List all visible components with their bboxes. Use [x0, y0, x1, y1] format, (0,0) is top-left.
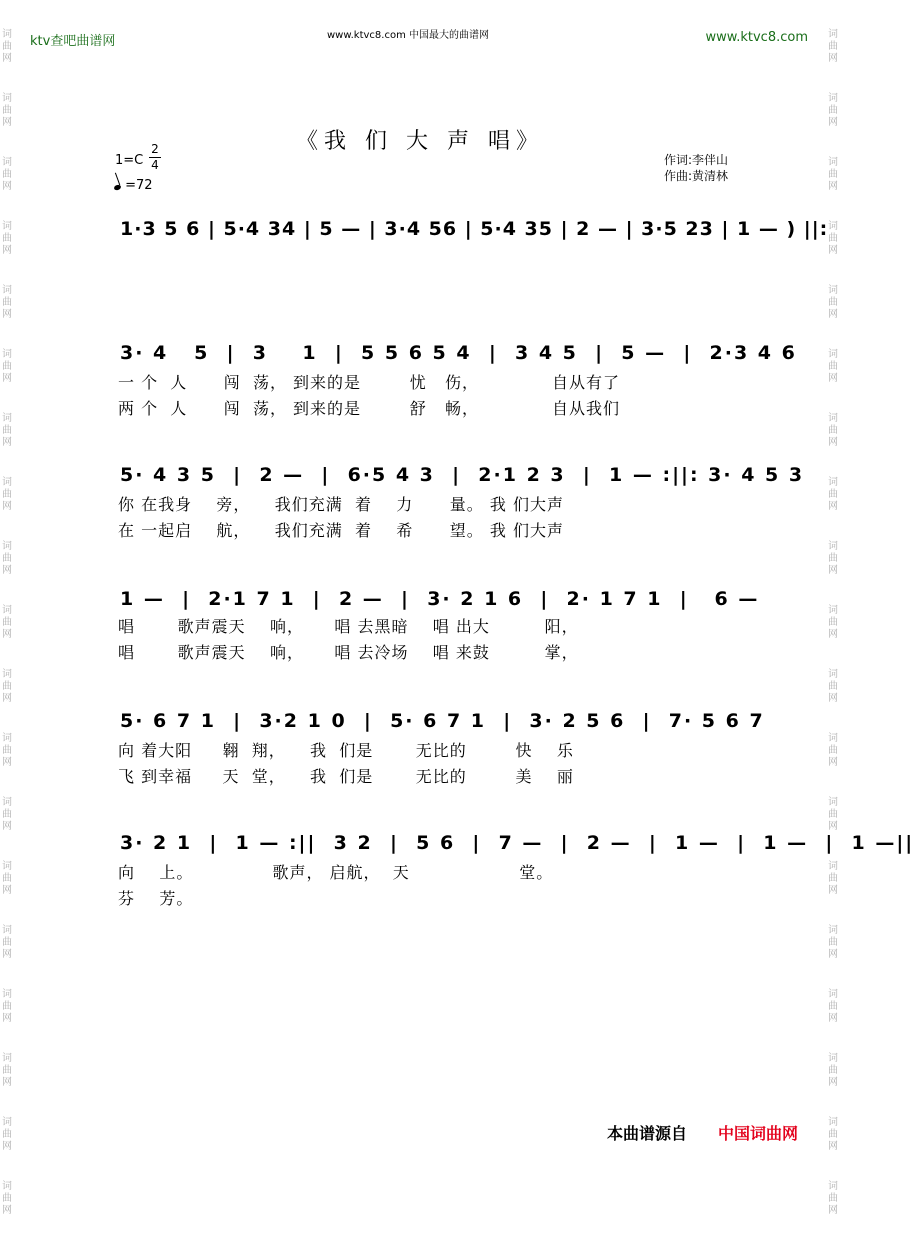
watermark-glyph: 曲: [828, 681, 838, 692]
watermark-glyph: 网: [828, 629, 838, 640]
watermark-gap: [0, 386, 14, 414]
watermark-glyph: 词: [828, 861, 838, 872]
watermark-glyph: 网: [828, 949, 838, 960]
watermark-glyph: 网: [2, 1141, 12, 1152]
watermark-glyph: 曲: [2, 873, 12, 884]
watermark-glyph: 词: [2, 1181, 12, 1192]
row-3-lyric-verse-2: 唱 歌声震天 响， 唱 去冷场 唱 来鼓 掌，: [118, 643, 579, 662]
watermark-glyph: 词: [2, 733, 12, 744]
watermark-glyph: 词: [2, 349, 12, 360]
row-5-lyric-verse-2: 芬 芳。: [118, 889, 194, 908]
watermark-glyph: 网: [828, 437, 838, 448]
row-4-lyric-verse-2: 飞 到幸福 天 堂， 我 们是 无比的 美 丽: [118, 767, 574, 786]
watermark-glyph: 网: [2, 885, 12, 896]
watermark-glyph: 词: [2, 861, 12, 872]
row-5-lyric-verse-1: 向 上。 歌声， 启航， 天 堂。: [118, 863, 554, 882]
watermark-glyph: 曲: [2, 1193, 12, 1204]
watermark-glyph: 词: [2, 93, 12, 104]
row-2-notes: 5· 4 3 5 | 2 — | 6·5 4 3 | 2·1 2 3 | 1 — :||: 3· 4 5 3: [120, 464, 805, 486]
watermark-glyph: 曲: [2, 489, 12, 500]
watermark-glyph: 网: [2, 373, 12, 384]
tempo-value: =72: [125, 178, 153, 193]
watermark-glyph: 曲: [828, 361, 838, 372]
row-1-lyric-verse-1: 一 个 人 闯 荡， 到来的是 忧 伤， 自从有了: [118, 373, 621, 392]
watermark-glyph: 词: [2, 1117, 12, 1128]
watermark-glyph: 网: [828, 309, 838, 320]
watermark-gap: [826, 386, 840, 414]
watermark-glyph: 词: [2, 925, 12, 936]
watermark-glyph: 词: [828, 1053, 838, 1064]
footer-source-label: 本曲谱源自: [607, 1124, 688, 1143]
watermark-glyph: 网: [2, 1013, 12, 1024]
row-4-notes: 5· 6 7 1 | 3·2 1 0 | 5· 6 7 1 | 3· 2 5 6 | 7· 5 6 7: [120, 710, 765, 732]
watermark-glyph: 曲: [2, 553, 12, 564]
watermark-glyph: 曲: [2, 745, 12, 756]
watermark-glyph: 网: [828, 1013, 838, 1024]
watermark-glyph: 网: [828, 1205, 838, 1216]
watermark-gap: [0, 834, 14, 862]
song-title: 《我 们 大 声 唱》: [296, 129, 544, 154]
right-watermark-strip: [826, 0, 840, 1216]
watermark-glyph: 网: [2, 437, 12, 448]
watermark-glyph: 网: [828, 501, 838, 512]
watermark-glyph: 曲: [2, 297, 12, 308]
watermark-glyph: 曲: [828, 1129, 838, 1140]
watermark-glyph: 曲: [2, 361, 12, 372]
watermark-glyph: 网: [828, 565, 838, 576]
watermark-gap: [0, 1218, 14, 1246]
header-site-name[interactable]: ktv查吧曲谱网: [30, 34, 116, 49]
row-1-lyric-verse-2: 两 个 人 闯 荡， 到来的是 舒 畅， 自从我们: [118, 399, 621, 418]
watermark-glyph: 词: [2, 669, 12, 680]
watermark-glyph: 网: [828, 885, 838, 896]
watermark-glyph: 词: [828, 285, 838, 296]
watermark-glyph: 网: [828, 1077, 838, 1088]
watermark-gap: [0, 258, 14, 286]
watermark-glyph: 词: [828, 221, 838, 232]
watermark-glyph: 词: [828, 925, 838, 936]
watermark-gap: [0, 1090, 14, 1118]
watermark-glyph: 网: [828, 373, 838, 384]
watermark-glyph: 词: [828, 157, 838, 168]
watermark-glyph: 曲: [2, 41, 12, 52]
watermark-glyph: 网: [828, 693, 838, 704]
key-signature: 1=C: [115, 153, 144, 168]
watermark-glyph: 词: [828, 349, 838, 360]
watermark-gap: [0, 962, 14, 990]
watermark-glyph: 曲: [2, 809, 12, 820]
watermark-glyph: 网: [828, 181, 838, 192]
watermark-gap: [0, 898, 14, 926]
row-4-lyric-verse-1: 向 着大阳 翱 翔， 我 们是 无比的 快 乐: [118, 741, 574, 760]
credits: [664, 152, 728, 184]
watermark-glyph: 曲: [2, 1001, 12, 1012]
time-signature-bottom: 4: [151, 158, 159, 172]
watermark-glyph: 词: [828, 413, 838, 424]
watermark-gap: [826, 770, 840, 798]
watermark-glyph: 词: [2, 605, 12, 616]
watermark-gap: [0, 194, 14, 222]
watermark-glyph: 网: [2, 821, 12, 832]
watermark-glyph: 词: [2, 1053, 12, 1064]
watermark-glyph: 曲: [828, 937, 838, 948]
watermark-glyph: 网: [2, 693, 12, 704]
watermark-glyph: 网: [2, 181, 12, 192]
watermark-glyph: 网: [828, 1141, 838, 1152]
watermark-glyph: 词: [828, 797, 838, 808]
watermark-glyph: 词: [2, 989, 12, 1000]
watermark-glyph: 词: [2, 221, 12, 232]
watermark-glyph: 曲: [828, 809, 838, 820]
watermark-glyph: 曲: [828, 553, 838, 564]
watermark-glyph: 网: [828, 53, 838, 64]
watermark-glyph: 曲: [2, 937, 12, 948]
row-3-notes: 1 — | 2·1 7 1 | 2 — | 3· 2 1 6 | 2· 1 7 1 | 6 —: [120, 588, 760, 610]
watermark-glyph: 词: [828, 93, 838, 104]
watermark-glyph: 曲: [828, 105, 838, 116]
watermark-glyph: 网: [2, 245, 12, 256]
watermark-glyph: 词: [828, 989, 838, 1000]
watermark-glyph: 网: [828, 117, 838, 128]
tempo-marking: [114, 178, 153, 193]
watermark-glyph: 网: [828, 757, 838, 768]
left-watermark-strip: [0, 0, 14, 1216]
quarter-note-icon: [113, 184, 121, 191]
watermark-glyph: 网: [2, 757, 12, 768]
row-2-lyric-verse-2: 在 一起启 航， 我们充满 着 希 望。 我 们大声: [118, 521, 564, 540]
row-1-notes: 3· 4 5 | 3 1 | 5 5 6 5 4 | 3 4 5 | 5 — | 2·3 4 6: [120, 342, 797, 364]
watermark-glyph: 网: [828, 245, 838, 256]
time-signature-top: 2: [151, 142, 159, 156]
watermark-glyph: 网: [2, 1205, 12, 1216]
watermark-glyph: 词: [2, 285, 12, 296]
watermark-gap: [826, 962, 840, 990]
watermark-gap: [0, 578, 14, 606]
watermark-gap: [0, 1154, 14, 1182]
watermark-glyph: 曲: [2, 169, 12, 180]
watermark-glyph: 曲: [2, 681, 12, 692]
watermark-glyph: 网: [2, 117, 12, 128]
watermark-gap: [0, 642, 14, 670]
composer: 作曲:黄清林: [664, 169, 729, 183]
watermark-gap: [0, 1026, 14, 1054]
row-3-lyric-verse-1: 唱 歌声震天 响， 唱 去黑暗 唱 出大 阳，: [118, 617, 579, 636]
watermark-glyph: 词: [828, 669, 838, 680]
watermark-glyph: 网: [828, 821, 838, 832]
watermark-gap: [0, 66, 14, 94]
watermark-gap: [826, 578, 840, 606]
watermark-glyph: 曲: [2, 105, 12, 116]
watermark-glyph: 网: [2, 949, 12, 960]
watermark-gap: [826, 258, 840, 286]
watermark-glyph: 词: [2, 541, 12, 552]
watermark-gap: [826, 1026, 840, 1054]
watermark-gap: [826, 322, 840, 350]
watermark-gap: [826, 514, 840, 542]
watermark-glyph: 网: [2, 629, 12, 640]
watermark-glyph: 曲: [828, 297, 838, 308]
watermark-glyph: 曲: [2, 425, 12, 436]
watermark-glyph: 词: [2, 477, 12, 488]
watermark-glyph: 词: [828, 541, 838, 552]
watermark-glyph: 曲: [828, 41, 838, 52]
row-2-lyric-verse-1: 你 在我身 旁， 我们充满 着 力 量。 我 们大声: [118, 495, 564, 514]
watermark-glyph: 词: [2, 413, 12, 424]
watermark-gap: [826, 66, 840, 94]
watermark-glyph: 网: [2, 309, 12, 320]
row-5-notes: 3· 2 1 | 1 — :|| 3 2 | 5 6 | 7 — | 2 — | 1 — | 1 — | 1 —||: [120, 832, 914, 854]
watermark-glyph: 曲: [828, 1001, 838, 1012]
watermark-glyph: 曲: [828, 169, 838, 180]
watermark-glyph: 曲: [2, 1065, 12, 1076]
watermark-glyph: 词: [828, 29, 838, 40]
lyricist: 作词:李伴山: [664, 153, 729, 167]
watermark-glyph: 词: [828, 1181, 838, 1192]
watermark-glyph: 词: [2, 29, 12, 40]
time-signature: [149, 142, 161, 173]
watermark-glyph: 曲: [828, 233, 838, 244]
watermark-glyph: 网: [2, 565, 12, 576]
watermark-gap: [826, 642, 840, 670]
watermark-glyph: 曲: [2, 233, 12, 244]
watermark-glyph: 曲: [2, 1129, 12, 1140]
watermark-gap: [0, 514, 14, 542]
watermark-gap: [826, 1090, 840, 1118]
watermark-gap: [0, 770, 14, 798]
watermark-glyph: 网: [2, 53, 12, 64]
watermark-glyph: 曲: [828, 745, 838, 756]
header-center-text: www.ktvc8.com 中国最大的曲谱网: [327, 30, 490, 41]
watermark-glyph: 曲: [2, 617, 12, 628]
watermark-gap: [0, 450, 14, 478]
watermark-glyph: 曲: [828, 873, 838, 884]
watermark-gap: [826, 898, 840, 926]
watermark-glyph: 曲: [828, 489, 838, 500]
watermark-glyph: 词: [2, 157, 12, 168]
watermark-gap: [0, 322, 14, 350]
watermark-glyph: 曲: [828, 1193, 838, 1204]
watermark-glyph: 词: [828, 605, 838, 616]
watermark-glyph: 曲: [828, 617, 838, 628]
header-site-url[interactable]: www.ktvc8.com: [705, 30, 808, 45]
watermark-gap: [826, 450, 840, 478]
watermark-glyph: 曲: [828, 1065, 838, 1076]
watermark-glyph: 曲: [828, 425, 838, 436]
watermark-glyph: 词: [828, 477, 838, 488]
watermark-gap: [826, 1154, 840, 1182]
footer-site-link[interactable]: 中国词曲网: [718, 1124, 799, 1143]
intro-notation: 1·3 5 6 | 5·4 34 | 5 — | 3·4 56 | 5·4 35 | 2 — | 3·5 23 | 1 — ) ||:: [120, 218, 829, 240]
watermark-gap: [826, 706, 840, 734]
watermark-gap: [826, 1218, 840, 1246]
watermark-glyph: 词: [828, 1117, 838, 1128]
watermark-glyph: 网: [2, 1077, 12, 1088]
watermark-glyph: 词: [2, 797, 12, 808]
watermark-glyph: 词: [828, 733, 838, 744]
watermark-glyph: 网: [2, 501, 12, 512]
watermark-gap: [0, 706, 14, 734]
